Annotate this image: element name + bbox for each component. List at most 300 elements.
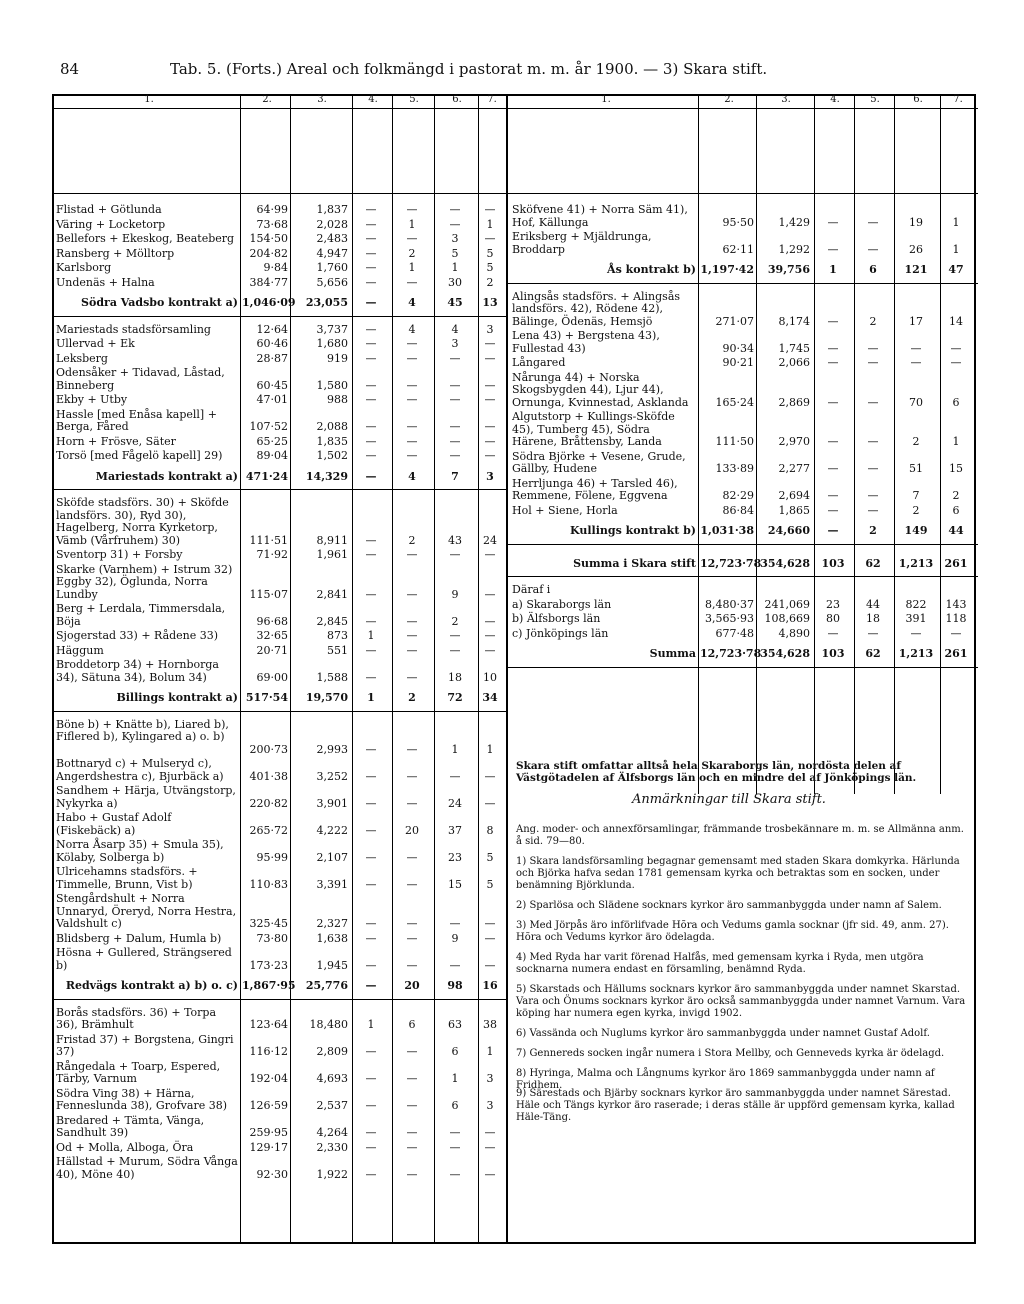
andra-cell: 261 xyxy=(944,556,968,570)
areal-cell: 12,723·78 xyxy=(700,647,762,660)
baptister-cell: 2 xyxy=(408,691,416,704)
metodister-cell: — xyxy=(365,877,377,891)
pastorat-cell: Torsö [med Fågelö kapell] 29) xyxy=(56,449,223,462)
folkmangd-cell: 1,580 xyxy=(316,378,348,392)
pastorat-cell: Ås kontrakt b) xyxy=(607,263,696,276)
column-number-row xyxy=(508,94,978,109)
metodister-cell: — xyxy=(827,524,839,537)
pastorat-cell: Herrljunga 46) + Tarsled 46), Remmene, Fölene, Eggvena xyxy=(512,476,678,502)
andra-cell: 2 xyxy=(952,489,960,502)
odopta-cell: — xyxy=(449,1140,461,1154)
pastorat-cell: Undenäs + Halna xyxy=(56,275,155,289)
folkmangd-cell: 354,628 xyxy=(760,647,810,660)
metodister-cell: — xyxy=(365,742,377,756)
baptister-cell: 18 xyxy=(866,612,880,625)
pastorat-cell: Väring + Locketorp xyxy=(56,217,166,231)
table-row xyxy=(52,409,506,434)
pastorat-cell: Habo + Gustaf Adolf (Fiskebäck) a) xyxy=(56,811,172,837)
metodister-cell: — xyxy=(365,351,377,365)
folkmangd-cell: 2,993 xyxy=(316,742,348,756)
pastorat-cell: Summa i Skara stift xyxy=(573,556,696,570)
folkmangd-cell: 4,947 xyxy=(316,246,348,260)
areal-cell: 1,046·09 xyxy=(242,296,296,309)
table-row xyxy=(508,204,978,229)
andra-cell: — xyxy=(484,931,496,945)
folkmangd-cell: 354,628 xyxy=(760,556,810,570)
pastorat-cell: Billings kontrakt a) xyxy=(116,691,238,704)
baptister-cell: 2 xyxy=(408,246,416,260)
folkmangd-cell: 4,222 xyxy=(316,823,348,837)
areal-cell: 71·92 xyxy=(256,548,288,561)
odopta-cell: 7 xyxy=(912,489,920,502)
metodister-cell: — xyxy=(365,958,377,972)
odopta-cell: — xyxy=(449,420,461,433)
table-row xyxy=(508,505,978,518)
baptister-cell: — xyxy=(867,626,879,640)
andra-cell: 14 xyxy=(949,314,963,328)
total-row xyxy=(508,558,978,571)
metodister-cell: — xyxy=(827,503,839,517)
baptister-cell: — xyxy=(867,462,879,475)
column-number: 7. xyxy=(487,94,497,105)
table-row xyxy=(508,613,978,626)
baptister-cell: — xyxy=(406,351,418,365)
pastorat-cell: Blidsberg + Dalum, Humla b) xyxy=(56,931,222,945)
folkmangd-cell: 2,694 xyxy=(778,489,810,502)
andra-cell: 3 xyxy=(486,1099,494,1112)
table-row xyxy=(52,324,506,337)
areal-cell: 62·11 xyxy=(722,242,754,256)
metodister-cell: — xyxy=(365,393,377,406)
folkmangd-cell: 14,329 xyxy=(305,469,348,483)
metodister-cell: — xyxy=(827,215,839,229)
baptister-cell: 4 xyxy=(408,296,416,309)
baptister-cell: — xyxy=(406,449,418,462)
andra-cell: — xyxy=(484,449,496,462)
areal-cell: 92·30 xyxy=(256,1167,288,1181)
column-number: 4. xyxy=(368,94,378,105)
andra-cell: 5 xyxy=(486,877,494,891)
table-row xyxy=(52,758,506,783)
odopta-cell: 822 xyxy=(905,597,927,611)
baptister-cell: 44 xyxy=(866,597,880,611)
areal-cell: 8,480·37 xyxy=(705,597,754,611)
areal-cell: 115·07 xyxy=(249,587,288,601)
table-row xyxy=(52,248,506,261)
areal-cell: 1,031·38 xyxy=(700,524,754,537)
metodister-cell: — xyxy=(365,643,377,657)
andra-cell: 1 xyxy=(952,215,960,229)
andra-cell: — xyxy=(484,203,496,216)
table-row xyxy=(52,645,506,658)
table-row xyxy=(52,1156,506,1181)
baptister-cell: — xyxy=(406,420,418,433)
row-separator xyxy=(508,283,978,284)
baptister-cell: 2 xyxy=(869,314,877,328)
andra-cell: 1 xyxy=(486,217,494,231)
note-item: 5) Skarstads och Hällums socknars kyrkor äro sammanbyggda under namnet Skarstad. Vara och Önums socknars kyrkor äro också sammanbyggda under namnet Varnum. Vara köping har numera egen kyrka, invigd 1902. xyxy=(516,984,966,1019)
baptister-cell: — xyxy=(867,341,879,355)
areal-cell: 165·24 xyxy=(715,395,754,409)
baptister-cell: 4 xyxy=(408,469,416,483)
table-row xyxy=(52,204,506,217)
folkmangd-cell: 2,066 xyxy=(778,356,810,369)
metodister-cell: — xyxy=(365,217,377,231)
note-item: 8) Hyringa, Malma och Långnums kyrkor äro 1869 sammanbyggda under namn af Fridhem. xyxy=(516,1068,935,1091)
odopta-cell: — xyxy=(449,1126,461,1139)
andra-cell: 3 xyxy=(486,469,494,483)
folkmangd-cell: 18,480 xyxy=(309,1018,348,1031)
table-row xyxy=(52,219,506,232)
folkmangd-cell: 4,693 xyxy=(316,1072,348,1085)
odopta-cell: 1 xyxy=(451,742,459,756)
row-separator xyxy=(508,544,978,545)
metodister-cell: 1 xyxy=(367,691,375,704)
areal-cell: 123·64 xyxy=(249,1018,288,1031)
table-row xyxy=(52,338,506,351)
baptister-cell: — xyxy=(406,378,418,392)
table-row xyxy=(52,893,506,931)
areal-cell: 192·04 xyxy=(249,1072,288,1085)
table-row xyxy=(52,785,506,810)
pastorat-cell: Karlsborg xyxy=(56,261,112,274)
folkmangd-cell: 1,588 xyxy=(316,670,348,684)
folkmangd-cell: 551 xyxy=(327,643,348,657)
row-separator xyxy=(52,489,506,490)
folkmangd-cell: 1,292 xyxy=(778,242,810,256)
column-number: 4. xyxy=(830,94,840,105)
areal-cell: 129·17 xyxy=(249,1140,288,1154)
andra-cell: — xyxy=(484,614,496,628)
column-number: 3. xyxy=(781,94,791,105)
odopta-cell: 5 xyxy=(451,246,459,260)
metodister-cell: — xyxy=(365,917,377,930)
andra-cell: 143 xyxy=(945,597,967,611)
folkmangd-cell: 2,970 xyxy=(778,435,810,448)
andra-cell: — xyxy=(484,643,496,657)
andra-cell: — xyxy=(950,356,962,369)
baptister-cell: — xyxy=(406,434,418,448)
baptister-cell: — xyxy=(406,877,418,891)
pastorat-cell: Alingsås stadsförs. + Alingsås landsförs. 42), Rödene 42), Bälinge, Ödenäs, Hemsjö xyxy=(512,289,681,328)
table-row xyxy=(508,231,978,256)
pastorat-cell: Borås stadsförs. 36) + Torpa 36), Brämhult xyxy=(56,1005,217,1031)
baptister-cell: — xyxy=(406,931,418,945)
baptister-cell: 20 xyxy=(405,823,419,837)
metodister-cell: — xyxy=(365,1099,377,1112)
pastorat-cell: Ekby + Utby xyxy=(56,393,128,406)
baptister-cell: 2 xyxy=(869,524,877,537)
odopta-cell: — xyxy=(449,629,461,642)
baptister-cell: — xyxy=(406,670,418,684)
andra-cell: 5 xyxy=(486,246,494,260)
baptister-cell: — xyxy=(406,337,418,350)
metodister-cell: — xyxy=(365,434,377,448)
areal-cell: 28·87 xyxy=(256,351,288,365)
areal-cell: 95·50 xyxy=(722,215,754,229)
pastorat-cell: Od + Molla, Alboga, Öra xyxy=(56,1140,194,1154)
table-row xyxy=(52,1142,506,1155)
areal-cell: 69·00 xyxy=(256,670,288,684)
pastorat-cell: Bellefors + Ekeskog, Beateberg xyxy=(56,232,235,245)
areal-cell: 173·23 xyxy=(249,958,288,972)
pastorat-cell: Sventorp 31) + Forsby xyxy=(56,548,183,561)
areal-cell: 95·99 xyxy=(256,850,288,864)
odopta-cell: — xyxy=(449,378,461,392)
baptister-cell: — xyxy=(406,548,418,561)
total-row xyxy=(52,980,506,993)
pastorat-cell: Flistad + Götlunda xyxy=(56,203,162,216)
column-number: 6. xyxy=(913,94,923,105)
folkmangd-cell: 241,069 xyxy=(764,597,810,611)
andra-cell: — xyxy=(484,420,496,433)
baptister-cell: 2 xyxy=(408,533,416,547)
pastorat-cell: Kullings kontrakt b) xyxy=(570,524,696,537)
odopta-cell: 45 xyxy=(447,296,463,309)
folkmangd-cell: 1,961 xyxy=(316,548,348,561)
total-row xyxy=(52,692,506,705)
andra-cell: 2 xyxy=(486,275,494,289)
andra-cell: — xyxy=(484,629,496,642)
andra-cell: 13 xyxy=(482,296,498,309)
andra-cell: 1 xyxy=(486,742,494,756)
odopta-cell: — xyxy=(449,434,461,448)
metodister-cell: — xyxy=(365,533,377,547)
areal-cell: 471·24 xyxy=(245,469,288,483)
table-row xyxy=(52,603,506,628)
pastorat-cell: Södra Ving 38) + Härna, Fenneslunda 38), Grofvare 38) xyxy=(56,1086,227,1112)
folkmangd-cell: 988 xyxy=(327,393,348,406)
pastorat-cell: Sköfvene 41) + Norra Säm 41), Hof, Källunga xyxy=(512,203,688,229)
odopta-cell: — xyxy=(449,548,461,561)
odopta-cell: 26 xyxy=(909,242,923,256)
table-row xyxy=(508,330,978,355)
baptister-cell: — xyxy=(406,587,418,601)
baptister-cell: 20 xyxy=(404,979,420,992)
odopta-cell: 6 xyxy=(451,1099,459,1112)
column-number: 5. xyxy=(870,94,880,105)
folkmangd-cell: 1,837 xyxy=(316,203,348,216)
folkmangd-cell: 1,638 xyxy=(316,931,348,945)
baptister-cell: — xyxy=(406,1099,418,1112)
baptister-cell: — xyxy=(406,393,418,406)
metodister-cell: — xyxy=(827,314,839,328)
table-row xyxy=(508,291,978,329)
folkmangd-cell: 8,174 xyxy=(778,314,810,328)
column-number: 1. xyxy=(144,94,154,105)
pastorat-cell: Stengårdshult + Norra Unnaryd, Öreryd, Norra Hestra, Valdshult c) xyxy=(56,892,237,930)
odopta-cell: 149 xyxy=(904,524,928,537)
pastorat-cell: Odensåker + Tidavad, Låstad, Binneberg xyxy=(56,366,225,392)
folkmangd-cell: 2,327 xyxy=(316,917,348,930)
pastorat-cell: Sjogerstad 33) + Rådene 33) xyxy=(56,629,219,642)
metodister-cell: — xyxy=(365,548,377,561)
pastorat-cell: Sköfde stadsförs. 30) + Sköfde landsförs. 30), Ryd 30), Hagelberg, Norra Kyrketorp, Vämb (Vårfruhem) 30) xyxy=(56,496,229,547)
folkmangd-cell: 873 xyxy=(327,629,348,642)
areal-cell: 82·29 xyxy=(722,489,754,502)
note-item: 9) Särestads och Bjärby socknars kyrkor äro sammanbyggda under namnet Särestad. Häle och Tängs kyrkor äro raserade; i deras ställe är uppförd gemensam kyrka, kallad Häle-Täng. xyxy=(516,1088,955,1123)
odopta-cell: 43 xyxy=(448,533,462,547)
folkmangd-cell: 2,809 xyxy=(316,1045,348,1058)
areal-cell: 64·99 xyxy=(256,203,288,216)
folkmangd-cell: 23,055 xyxy=(305,296,348,309)
folkmangd-cell: 2,845 xyxy=(316,614,348,628)
metodister-cell: — xyxy=(827,435,839,448)
page-header xyxy=(60,60,980,82)
metodister-cell: — xyxy=(365,1045,377,1058)
areal-cell: 517·54 xyxy=(245,691,288,704)
baptister-cell: 4 xyxy=(408,322,416,336)
andra-cell: 5 xyxy=(486,261,494,274)
odopta-cell: — xyxy=(449,917,461,930)
metodister-cell: — xyxy=(365,261,377,274)
folkmangd-cell: 2,107 xyxy=(316,850,348,864)
metodister-cell: 1 xyxy=(367,1018,375,1031)
odopta-cell: — xyxy=(449,958,461,972)
table-row xyxy=(52,1034,506,1059)
baptister-cell: — xyxy=(406,769,418,783)
andra-cell: — xyxy=(484,769,496,783)
folkmangd-cell: 2,028 xyxy=(316,217,348,231)
summary-note: Skara stift omfattar alltså hela Skaraborgs län, nordösta delen af Västgötadelen af Älfsborgs län och en mindre del af Jönköpings län. xyxy=(516,760,917,784)
andra-cell: 1 xyxy=(486,1045,494,1058)
andra-cell: — xyxy=(484,351,496,365)
areal-cell: 220·82 xyxy=(249,796,288,810)
table-row xyxy=(52,353,506,366)
baptister-cell: — xyxy=(406,742,418,756)
table-row xyxy=(52,1115,506,1140)
total-row xyxy=(508,264,978,277)
column-number: 5. xyxy=(409,94,419,105)
areal-cell: 110·83 xyxy=(249,877,288,891)
odopta-cell: 1,213 xyxy=(898,647,934,660)
odopta-cell: — xyxy=(449,643,461,657)
andra-cell: — xyxy=(950,626,962,640)
andra-cell: 15 xyxy=(949,462,963,475)
folkmangd-cell: 39,756 xyxy=(767,263,810,276)
metodister-cell: — xyxy=(365,469,377,483)
metodister-cell: — xyxy=(365,587,377,601)
baptister-cell: 62 xyxy=(865,647,881,660)
metodister-cell: 103 xyxy=(821,556,845,570)
pastorat-cell: b) Älfsborgs län xyxy=(512,612,601,625)
odopta-cell: — xyxy=(449,1167,461,1181)
note-item: 4) Med Ryda har varit förenad Halfås, med gemensam kyrka i Ryda, men utgöra socknarna numera endast en församling, benämnd Ryda. xyxy=(516,952,924,975)
baptister-cell: — xyxy=(406,1045,418,1058)
pastorat-cell: Bottnaryd c) + Mulseryd c), Angerdshestra c), Bjurbäck a) xyxy=(56,757,224,783)
folkmangd-cell: 19,570 xyxy=(305,691,348,704)
andra-cell: — xyxy=(484,917,496,930)
odopta-cell: 4 xyxy=(451,322,459,336)
areal-cell: 60·45 xyxy=(256,378,288,392)
areal-cell: 259·95 xyxy=(249,1126,288,1139)
row-separator xyxy=(508,667,978,668)
folkmangd-cell: 108,669 xyxy=(764,612,810,625)
areal-cell: 60·46 xyxy=(256,337,288,350)
table-row xyxy=(52,812,506,837)
areal-cell: 73·80 xyxy=(256,931,288,945)
baptister-cell: 6 xyxy=(869,263,877,276)
odopta-cell: 24 xyxy=(448,796,462,810)
andra-cell: 1 xyxy=(952,435,960,448)
metodister-cell: — xyxy=(365,1072,377,1085)
andra-cell: — xyxy=(484,1126,496,1139)
areal-cell: 1,197·42 xyxy=(700,263,754,276)
baptister-cell: — xyxy=(406,796,418,810)
total-row xyxy=(52,297,506,310)
andra-cell: 1 xyxy=(952,242,960,256)
table-row xyxy=(508,478,978,503)
baptister-cell: — xyxy=(406,643,418,657)
folkmangd-cell: 8,911 xyxy=(316,533,348,547)
andra-cell: 3 xyxy=(486,322,494,336)
note-item: 7) Gennereds socken ingår numera i Stora Mellby, och Genneveds kyrka är ödelagd. xyxy=(516,1048,945,1059)
metodister-cell: — xyxy=(827,356,839,369)
andra-cell: — xyxy=(484,796,496,810)
page-number: 84 xyxy=(60,60,80,78)
table-row xyxy=(508,584,978,597)
metodister-cell: — xyxy=(365,823,377,837)
andra-cell: — xyxy=(950,341,962,355)
areal-cell: 116·12 xyxy=(249,1045,288,1058)
metodister-cell: 103 xyxy=(821,647,845,660)
folkmangd-cell: 1,865 xyxy=(778,503,810,517)
andra-cell: 24 xyxy=(483,533,497,547)
metodister-cell: — xyxy=(365,337,377,350)
areal-cell: 90·21 xyxy=(722,356,754,369)
pastorat-cell: Södra Vadsbo kontrakt a) xyxy=(81,296,238,309)
note-item: 1) Skara landsförsamling begagnar gemensamt med staden Skara domkyrka. Härlunda och Björka hafva sedan 1781 gemensam kyrka och betraktas som en socken, under benämning Björklunda. xyxy=(516,856,960,891)
metodister-cell: — xyxy=(365,614,377,628)
page-title: Tab. 5. (Forts.) Areal och folkmängd i pastorat m. m. år 1900. — 3) Skara stift. xyxy=(170,60,768,78)
baptister-cell: — xyxy=(406,1167,418,1181)
odopta-cell: — xyxy=(910,356,922,369)
table-row xyxy=(52,549,506,562)
odopta-cell: 30 xyxy=(448,275,462,289)
odopta-cell: 3 xyxy=(451,337,459,350)
odopta-cell: — xyxy=(449,351,461,365)
metodister-cell: — xyxy=(365,322,377,336)
left-table xyxy=(52,94,506,1244)
areal-cell: 3,565·93 xyxy=(705,612,754,625)
folkmangd-cell: 2,277 xyxy=(778,462,810,475)
metodister-cell: — xyxy=(365,246,377,260)
pastorat-cell: Hösna + Gullered, Strängsered b) xyxy=(56,946,232,972)
andra-cell: 47 xyxy=(948,263,964,276)
folkmangd-cell: 2,330 xyxy=(316,1140,348,1154)
folkmangd-cell: 2,483 xyxy=(316,232,348,245)
folkmangd-cell: 1,945 xyxy=(316,958,348,972)
odopta-cell: — xyxy=(449,449,461,462)
baptister-cell: — xyxy=(406,958,418,972)
folkmangd-cell: 25,776 xyxy=(305,979,348,992)
metodister-cell: — xyxy=(365,850,377,864)
folkmangd-cell: 1,502 xyxy=(316,449,348,462)
table-row xyxy=(52,1088,506,1113)
pastorat-cell: Algutstorp + Kullings-Sköfde 45), Tumberg 45), Södra Härene, Bråttensby, Landa xyxy=(512,410,675,448)
table-row xyxy=(508,372,978,410)
table-row xyxy=(52,866,506,891)
metodister-cell: — xyxy=(365,420,377,433)
areal-cell: 12,723·78 xyxy=(700,556,762,570)
folkmangd-cell: 4,890 xyxy=(778,626,810,640)
odopta-cell: 391 xyxy=(905,612,927,625)
column-number: 7. xyxy=(953,94,963,105)
odopta-cell: 17 xyxy=(909,314,923,328)
metodister-cell: — xyxy=(365,449,377,462)
andra-cell: — xyxy=(484,378,496,392)
andra-cell: — xyxy=(484,1140,496,1154)
